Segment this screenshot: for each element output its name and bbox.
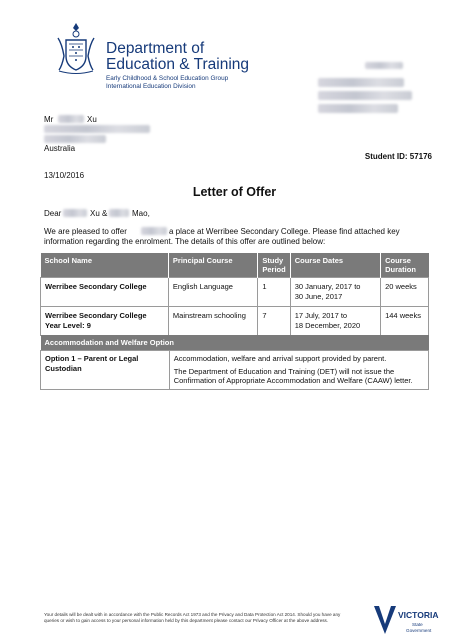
study-period-cell: 7	[258, 307, 290, 336]
intro-part-1: We are pleased to offer	[44, 227, 127, 236]
greeting-dear: Dear	[44, 209, 62, 218]
greeting-mao: Mao,	[132, 209, 150, 218]
course-table-header	[41, 253, 429, 278]
redacted-suburb	[44, 135, 106, 143]
course-end: 18 December, 2020	[294, 321, 361, 330]
school-name-cell: Werribee Secondary College	[41, 278, 169, 307]
department-group: Early Childhood & School Education Group	[106, 75, 229, 82]
principal-course-cell: Mainstream schooling	[168, 307, 257, 336]
welfare-table	[40, 335, 429, 390]
redacted-address-line-1	[365, 62, 403, 69]
welfare-details-para-2: The Department of Education and Training (DET) will not issue the Confirmation of Appropriate Accommodation and Welfare (CAAW) letter.	[173, 366, 413, 385]
recipient-title: Mr	[44, 115, 54, 124]
course-dates-cell	[290, 278, 380, 307]
recipient-country: Australia	[44, 144, 76, 153]
privacy-footer	[44, 612, 344, 624]
redacted-address-line-2	[318, 78, 404, 87]
header-course-duration: Course Duration	[381, 253, 429, 278]
letter-title: Letter of Offer	[192, 185, 277, 199]
year-level: Year Level: 9	[45, 321, 91, 330]
course-start: 17 July, 2017 to	[294, 311, 348, 320]
victoria-government: Government	[406, 628, 432, 633]
table-row	[41, 307, 429, 336]
victoria-government-logo	[372, 604, 439, 638]
course-duration-cell: 20 weeks	[381, 278, 429, 307]
victoria-state: State	[412, 622, 423, 627]
course-duration-cell: 144 weeks	[381, 307, 429, 336]
course-dates-cell	[290, 307, 380, 336]
redacted-street	[44, 125, 150, 133]
header-study-period: Study Period	[258, 253, 290, 278]
department-division: International Education Division	[106, 83, 196, 90]
school-name: Werribee Secondary College	[45, 311, 147, 320]
welfare-option-label: Option 1 – Parent or Legal Custodian	[41, 351, 170, 390]
greeting-xu-and: Xu &	[90, 209, 108, 218]
coat-of-arms-icon	[55, 22, 97, 74]
redacted-student-name	[141, 227, 167, 235]
department-subtitle	[106, 75, 228, 91]
school-name-cell	[41, 307, 169, 336]
department-line-2: Education & Training	[106, 56, 250, 73]
victoria-wordmark: VICTORIA	[398, 610, 439, 620]
department-name	[106, 41, 249, 73]
redacted-address-line-3	[318, 91, 412, 100]
student-id: Student ID: 57176	[364, 152, 432, 161]
recipient-surname: Xu	[87, 115, 97, 124]
redacted-address-line-4	[318, 104, 398, 113]
letter-date: 13/10/2016	[44, 171, 85, 180]
intro-part-2: a place at Werribee Secondary College. Please find attached key	[169, 227, 400, 236]
redacted-given-name	[58, 115, 84, 123]
course-start: 30 January, 2017 to	[294, 282, 361, 291]
redacted-name-1	[63, 209, 87, 217]
course-table	[40, 253, 429, 336]
table-row	[41, 278, 429, 307]
table-row	[41, 351, 429, 390]
welfare-details-para-1: Accommodation, welfare and arrival support provided by parent.	[173, 354, 387, 363]
header-school-name: School Name	[41, 253, 169, 278]
header-principal-course: Principal Course	[168, 253, 257, 278]
privacy-footer-line-2: queries or wish to gain access to your personal information held by this department please contact our Privacy Officer at the above address.	[44, 618, 329, 623]
course-end: 30 June, 2017	[294, 292, 343, 301]
welfare-details	[169, 351, 428, 390]
privacy-footer-line-1: Your details will be dealt with in accordance with the Public Records Act 1973 and the Privacy and Data Protection Act 2014. Should you have any	[44, 612, 341, 617]
principal-course-cell: English Language	[168, 278, 257, 307]
intro-line-2: information regarding the enrolment. The details of this offer are outlined below:	[44, 237, 326, 246]
redacted-name-2	[109, 209, 129, 217]
header-course-dates: Course Dates	[290, 253, 380, 278]
welfare-header: Accommodation and Welfare Option	[41, 335, 429, 351]
study-period-cell: 1	[258, 278, 290, 307]
department-line-1: Department of	[106, 40, 205, 57]
